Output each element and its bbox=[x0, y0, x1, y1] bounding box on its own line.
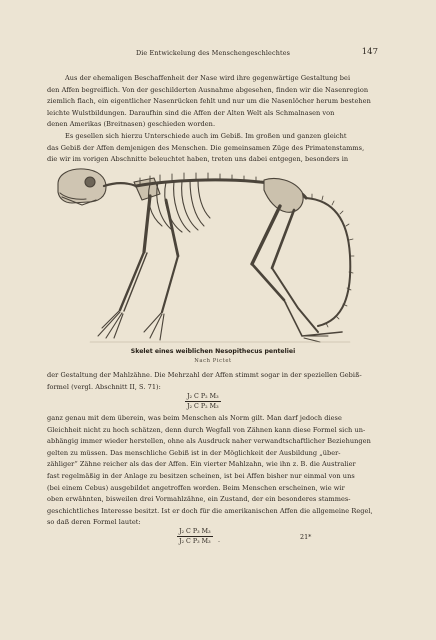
text-line: zähliger“ Zähne reicher als das der Affen. Ein vierter Mahlzahn, wie ihn z. B. die Australier bbox=[47, 460, 356, 469]
text-line: oben erwähnten, bisweilen drei Vormahlzähne, ein Zustand, der ein besonderes stammes- bbox=[47, 495, 351, 504]
skeleton-illustration bbox=[50, 160, 380, 360]
dental-formula-1 bbox=[185, 393, 221, 410]
text-line: das Gebiß der Affen demjenigen des Menschen. Die gemeinsamen Züge des Primatenstamms, bbox=[47, 143, 365, 152]
top-paragraph bbox=[47, 73, 378, 131]
formula-period: . bbox=[218, 537, 221, 544]
text-line: (bei einem Cebus) ausgebildet angetroffen worden. Beim Menschen erscheinen, wie wir bbox=[47, 483, 345, 492]
text-line: der Gestaltung der Mahlzähne. Die Mehrzahl der Affen stimmt sogar in der speziellen Gebiß- bbox=[47, 371, 362, 379]
running-title: Die Entwickelung des Menschengeschlechtes bbox=[135, 49, 291, 57]
formula-numerator: J₂ C P₂ M₃ bbox=[187, 393, 219, 400]
text-line: Gleichheit nicht zu hoch schätzen, denn durch Wegfall von Zähnen kann diese Formel sich un- bbox=[47, 425, 366, 434]
page-number: 147 bbox=[361, 47, 378, 57]
formula-numerator: J₂ C P₃ M₃ bbox=[179, 528, 211, 535]
text-line: geschichtliches Interesse besitzt. Ist er doch für die amerikanischen Affen die allgemeine Regel, bbox=[47, 506, 373, 515]
formula-denominator: J₂ C P₃ M₃ bbox=[179, 538, 211, 545]
signature-mark: 21* bbox=[300, 533, 312, 541]
text-line: abhängig immer wieder herstellen, ohne als Ausdruck naher verwandtschaftlicher Beziehungen bbox=[47, 437, 371, 446]
figure-credit: Nach Pictet bbox=[194, 358, 232, 364]
dental-formula-2 bbox=[177, 528, 213, 545]
text-line: ganz genau mit dem überein, was beim Menschen als Norm gilt. Man darf jedoch diese bbox=[47, 414, 342, 422]
figure-caption: Skelet eines weiblichen Nesopithecus penteliei bbox=[130, 348, 296, 355]
text-line: denen Amerikas (Breitnasen) geschieden worden. bbox=[47, 120, 216, 129]
bottom-paragraph-a bbox=[47, 370, 378, 393]
text-line: formel (vergl. Abschnitt II, S. 71): bbox=[47, 382, 161, 391]
text-line: so daß deren Formel lautet: bbox=[47, 518, 141, 527]
text-line: leichte Wulstbildungen. Daraufhin sind die Affen der Alten Welt als Schmalnasen von bbox=[47, 108, 335, 117]
text-line: den Affen begreiflich. Von der geschilderten Ausnahme abgesehen, finden wir die Nasenregion bbox=[47, 85, 369, 94]
text-line: die wir im vorigen Abschnitte beleuchtet haben, treten uns dabei entgegen, besonders in bbox=[47, 155, 349, 164]
formula-denominator: J₂ C P₂ M₃ bbox=[187, 403, 219, 410]
bottom-paragraph-b bbox=[47, 413, 378, 529]
text-line: gelten zu müssen. Das menschliche Gebiß ist in der Möglichkeit der Ausbildung „über- bbox=[47, 448, 341, 457]
text-line: ziemlich flach, ein eigentlicher Nasenrücken fehlt und nur um die Nasenlöcher herum bestehen bbox=[47, 97, 371, 106]
text-line: Es gesellen sich hierzu Unterschiede auch im Gebiß. Im großen und ganzen gleicht bbox=[65, 132, 347, 140]
text-line: fast regelmäßig in der Anlage zu besitzen scheinen, ist bei Affen bisher nur einmal von uns bbox=[47, 471, 355, 480]
text-line: Aus der ehemaligen Beschaffenheit der Nase wird ihre gegenwärtige Gestaltung bei bbox=[65, 74, 351, 82]
